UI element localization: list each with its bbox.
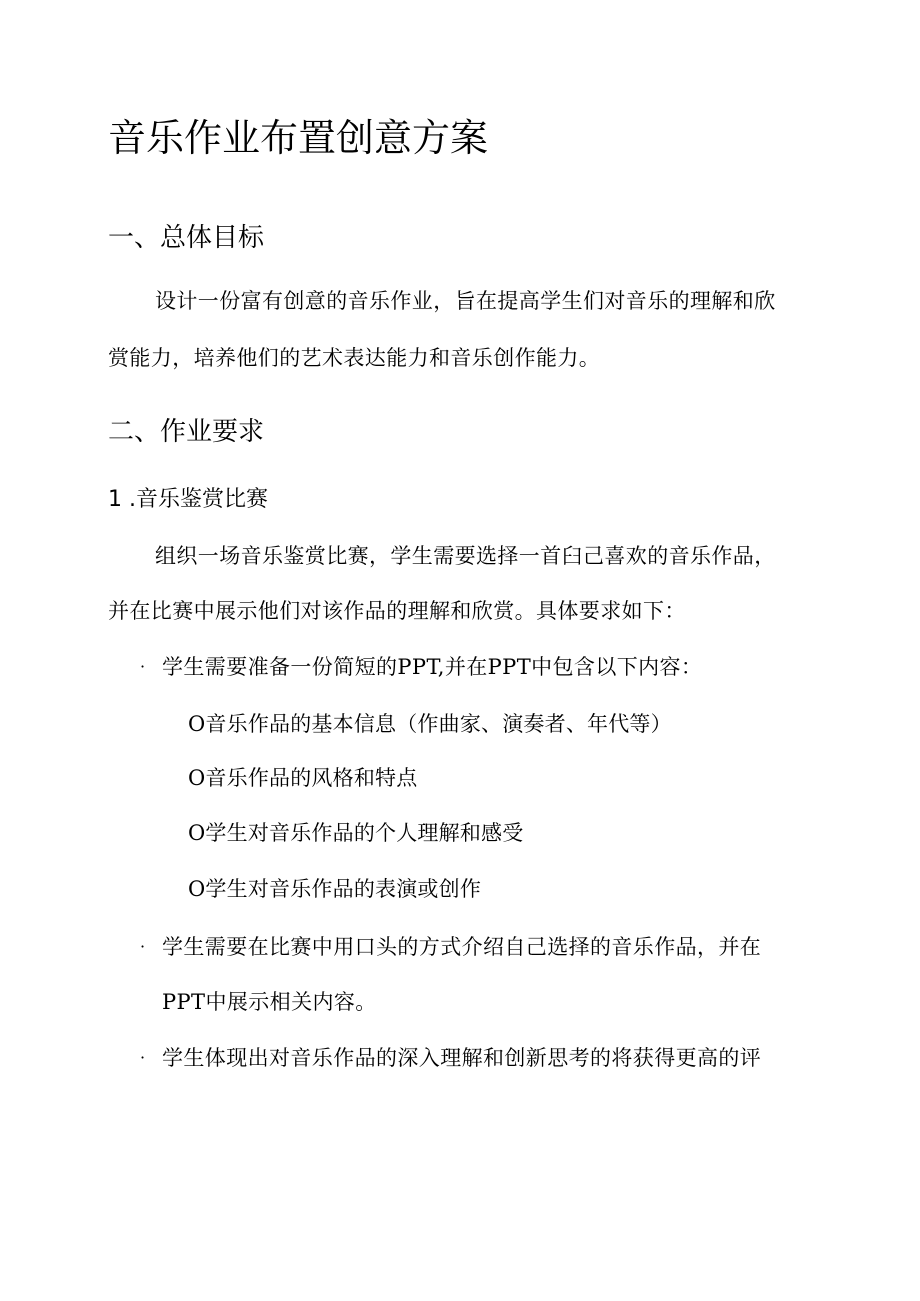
- bullet-marker: ·: [140, 1048, 146, 1067]
- section-heading-requirements: 二、作业要求: [108, 417, 265, 447]
- goals-paragraph-line-2: 赏能力，培养他们的艺术表达能力和音乐创作能力。: [108, 346, 601, 370]
- bullet-marker: ·: [140, 937, 146, 956]
- goals-paragraph-line-1: 设计一份富有创意的音乐作业，旨在提高学生们对音乐的理解和欣: [155, 289, 776, 313]
- subsection-heading-appreciation-contest: 1 .音乐鉴赏比赛: [108, 487, 268, 512]
- bullet-item-1-line-1: 学生需要准备一份简短的PPT,并在PPT中包含以下内容：: [162, 655, 703, 679]
- sub-item-style-features: O音乐作品的风格和特点: [188, 766, 418, 790]
- sub-item-basic-info: O音乐作品的基本信息（作曲家、演奏者、年代等）: [188, 712, 672, 736]
- bullet-item-3-line-1: 学生体现出对音乐作品的深入理解和创新思考的将获得更高的评: [162, 1046, 762, 1070]
- section-heading-goals: 一、总体目标: [108, 223, 265, 253]
- bullet-item-2-line-1: 学生需要在比赛中用口头的方式介绍自己选择的音乐作品，并在: [162, 935, 762, 959]
- bullet-item-2-line-2: PPT中展示相关内容。: [162, 990, 377, 1014]
- contest-paragraph-line-1: 组织一场音乐鉴赏比赛，学生需要选择一首臼己喜欢的音乐作品，: [155, 544, 776, 568]
- sub-item-personal-understanding: O学生对音乐作品的个人理解和感受: [188, 821, 524, 845]
- bullet-marker: ·: [140, 657, 146, 676]
- sub-item-performance-creation: O学生对音乐作品的表演或创作: [188, 877, 482, 901]
- page-title: 音乐作业布置创意方案: [108, 116, 489, 160]
- contest-paragraph-line-2: 并在比赛中展示他们对该作品的理解和欣赏。具体要求如下：: [108, 599, 686, 623]
